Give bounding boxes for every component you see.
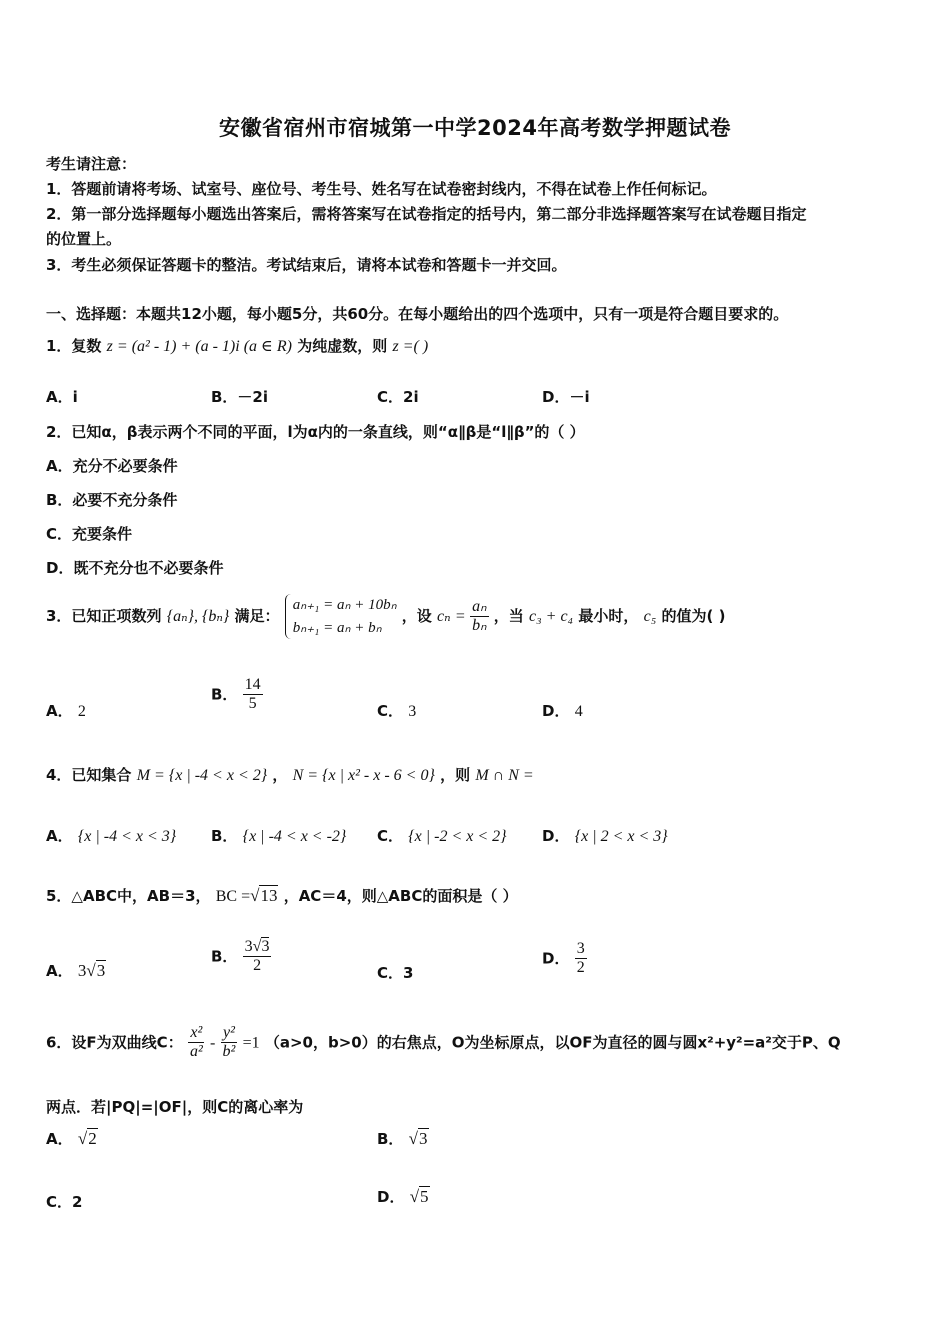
question-1	[46, 335, 428, 356]
q3-recurrence-system	[285, 594, 397, 639]
q5-option-b-den: 2	[253, 957, 262, 975]
q3-tail: 的值为( )	[661, 607, 726, 625]
notice-heading: 考生请注意：	[46, 155, 137, 173]
q2-option-a[interactable]: A．充分不必要条件	[46, 457, 178, 475]
q3-recurrence-2: bₙ₊₁ = aₙ + bₙ	[292, 619, 382, 636]
q5-option-c[interactable]: C．3	[377, 964, 414, 982]
q6-option-a[interactable]	[46, 1128, 98, 1149]
q6-minus: -	[209, 1034, 216, 1052]
q3-option-a-value: 2	[77, 703, 86, 720]
q3-fraction-num: aₙ	[470, 598, 488, 617]
q4-option-b[interactable]	[211, 825, 346, 846]
q5-option-a-coef: 3	[77, 961, 87, 980]
q2-option-c[interactable]: C．充要条件	[46, 525, 133, 543]
q3-min: 最小时，	[578, 607, 639, 625]
q5-option-b-coef: 3	[244, 938, 253, 955]
q3-option-a[interactable]	[46, 700, 86, 721]
q4-option-a-label: A．	[46, 827, 73, 845]
q3-mid: 满足：	[234, 607, 280, 625]
q6-eq1: =1	[242, 1034, 260, 1052]
q4-option-a-value: {x | -4 < x < 3}	[77, 828, 177, 845]
q3-option-d-value: 4	[574, 703, 583, 720]
q3-option-b-label: B．	[211, 685, 238, 704]
q4-intersection: M ∩ N =	[475, 767, 534, 784]
q6-y2: y²	[221, 1024, 237, 1043]
q6-option-a-value: √2	[77, 1129, 97, 1148]
q1-option-c[interactable]: C．2i	[377, 388, 419, 406]
section-heading: 一、选择题：本题共12小题，每小题5分，共60分。在每小题给出的四个选项中，只有一项是符合题目要求的。	[46, 305, 789, 323]
q3-option-d-label: D．	[542, 702, 570, 720]
q5-prefix: 5．△ABC中，AB＝3，	[46, 887, 211, 905]
q6-b2: b²	[222, 1043, 236, 1061]
q6-option-c[interactable]: C．2	[46, 1193, 83, 1211]
q5-suffix: ，AC＝4，则△ABC的面积是（ ）	[283, 887, 518, 905]
notice-item-2-cont: 的位置上。	[46, 230, 122, 248]
q3-when: ，当	[493, 607, 524, 625]
q5-option-b-radicand: 3	[261, 938, 270, 955]
q1-suffix: 为纯虚数，则	[297, 337, 388, 355]
q1-option-a[interactable]: A．i	[46, 388, 78, 406]
q6-suffix: （a>0，b>0）的右焦点，O为坐标原点，以OF为直径的圆与圆x²+y²=a²交于P、Q	[264, 1033, 841, 1052]
q3-fraction-den: bₙ	[472, 617, 487, 634]
q3-sequences: {aₙ}, {bₙ}	[166, 608, 230, 625]
q6-option-b-label: B．	[377, 1130, 404, 1148]
notice-item-3: 3．考生必须保证答题卡的整洁。考试结束后，请将本试卷和答题卡一并交回。	[46, 256, 567, 274]
q3-sum: c₃ + c₄	[528, 608, 574, 625]
q4-option-d-value: {x | 2 < x < 3}	[574, 828, 668, 845]
q5-option-d-label: D．	[542, 949, 570, 968]
q2-option-b[interactable]: B．必要不充分条件	[46, 491, 178, 509]
q6-option-d-value: √5	[409, 1187, 429, 1206]
notice-item-2: 2．第一部分选择题每小题选出答案后，需将答案写在试卷指定的括号内，第二部分非选择题答案写在试卷题目指定	[46, 205, 807, 223]
q6-a2: a²	[189, 1043, 203, 1061]
q4-option-c-value: {x | -2 < x < 2}	[408, 828, 507, 845]
q4-option-c-label: C．	[377, 827, 404, 845]
q6-option-d-radicand: 5	[420, 1187, 429, 1206]
q6-option-b[interactable]	[377, 1128, 429, 1149]
q5-option-b-label: B．	[211, 947, 238, 966]
q6-option-b-radicand: 3	[419, 1129, 428, 1148]
q3-option-b[interactable]	[211, 676, 263, 714]
q3-option-c-label: C．	[377, 702, 404, 720]
q1-tail: z =( )	[392, 338, 429, 355]
question-6-line-2: 两点．若|PQ|=|OF|，则C的离心率为	[46, 1098, 304, 1116]
q6-y-fraction	[221, 1024, 238, 1062]
question-3	[46, 594, 725, 639]
q1-expression: z = (a² - 1) + (a - 1)i (a ∈ R)	[106, 338, 292, 355]
q2-option-d[interactable]: D．既不充分也不必要条件	[46, 559, 224, 577]
q5-option-b[interactable]	[211, 938, 271, 976]
q4-set-m: M = {x | -4 < x < 2}	[136, 767, 268, 784]
q5-option-b-fraction	[243, 938, 272, 976]
q4-option-b-label: B．	[211, 827, 238, 845]
q5-option-b-num: 3√3	[243, 938, 272, 957]
q1-option-b[interactable]: B．－2i	[211, 388, 269, 406]
q5-option-a-value: 3√3	[77, 961, 106, 980]
q6-x-fraction	[188, 1024, 205, 1062]
q6-option-a-radicand: 2	[88, 1129, 97, 1148]
q3-option-a-label: A．	[46, 702, 73, 720]
q3-eq: =	[455, 608, 465, 625]
q3-recurrence-1: aₙ₊₁ = aₙ + 10bₙ	[292, 597, 397, 613]
q5-option-d-num: 3	[575, 940, 587, 959]
q3-option-c[interactable]	[377, 700, 416, 721]
q6-option-d[interactable]	[377, 1186, 430, 1207]
q5-option-a-radicand: 3	[96, 961, 106, 980]
q3-prefix: 3．已知正项数列	[46, 607, 162, 625]
q5-option-a[interactable]	[46, 960, 106, 981]
q1-prefix: 1．复数	[46, 337, 102, 355]
question-6	[46, 1024, 841, 1062]
q3-option-b-fraction	[243, 676, 263, 714]
q5-option-a-label: A．	[46, 962, 73, 980]
q6-x2: x²	[188, 1024, 204, 1043]
q6-option-a-label: A．	[46, 1130, 73, 1148]
q4-comma: ，	[272, 766, 288, 784]
q5-sqrt-radicand: 13	[260, 886, 278, 905]
q3-set: ，设	[401, 607, 432, 625]
q3-option-c-value: 3	[408, 703, 417, 720]
q3-cn: cₙ	[437, 608, 451, 625]
q5-option-d-fraction	[575, 940, 587, 978]
question-5	[46, 885, 518, 906]
q6-prefix: 6．设F为双曲线C：	[46, 1033, 183, 1052]
q5-option-d-den: 2	[576, 959, 585, 977]
notice-item-1: 1．答题前请将考场、试室号、座位号、考生号、姓名写在试卷密封线内，不得在试卷上作任何标记。	[46, 180, 717, 198]
q6-option-d-label: D．	[377, 1188, 405, 1206]
q3-option-d[interactable]	[542, 700, 583, 721]
q4-set-n: N = {x | x² - x - 6 < 0}	[292, 767, 435, 784]
q5-bc: BC =	[215, 888, 251, 905]
exam-title: 安徽省宿州市宿城第一中学2024年高考数学押题试卷	[219, 116, 731, 140]
q3-fraction	[470, 598, 488, 636]
q5-option-d[interactable]	[542, 940, 587, 978]
q4-option-d-label: D．	[542, 827, 570, 845]
q1-option-d[interactable]: D．－i	[542, 388, 590, 406]
q4-then: ，则	[440, 766, 471, 784]
question-2: 2．已知α，β表示两个不同的平面，l为α内的一条直线，则“α∥β是“l∥β”的（ ）	[46, 423, 585, 441]
q6-option-b-value: √3	[408, 1129, 428, 1148]
q4-option-d[interactable]	[542, 825, 668, 846]
question-4	[46, 764, 534, 785]
q4-option-b-value: {x | -4 < x < -2}	[242, 828, 347, 845]
q3-option-b-den: 5	[248, 695, 257, 713]
q4-prefix: 4．已知集合	[46, 766, 132, 784]
q3-option-b-num: 14	[243, 676, 263, 695]
q4-option-a[interactable]	[46, 825, 176, 846]
q4-option-c[interactable]	[377, 825, 507, 846]
q5-sqrt: √13	[250, 886, 278, 905]
q3-c5: c₅	[643, 608, 657, 625]
